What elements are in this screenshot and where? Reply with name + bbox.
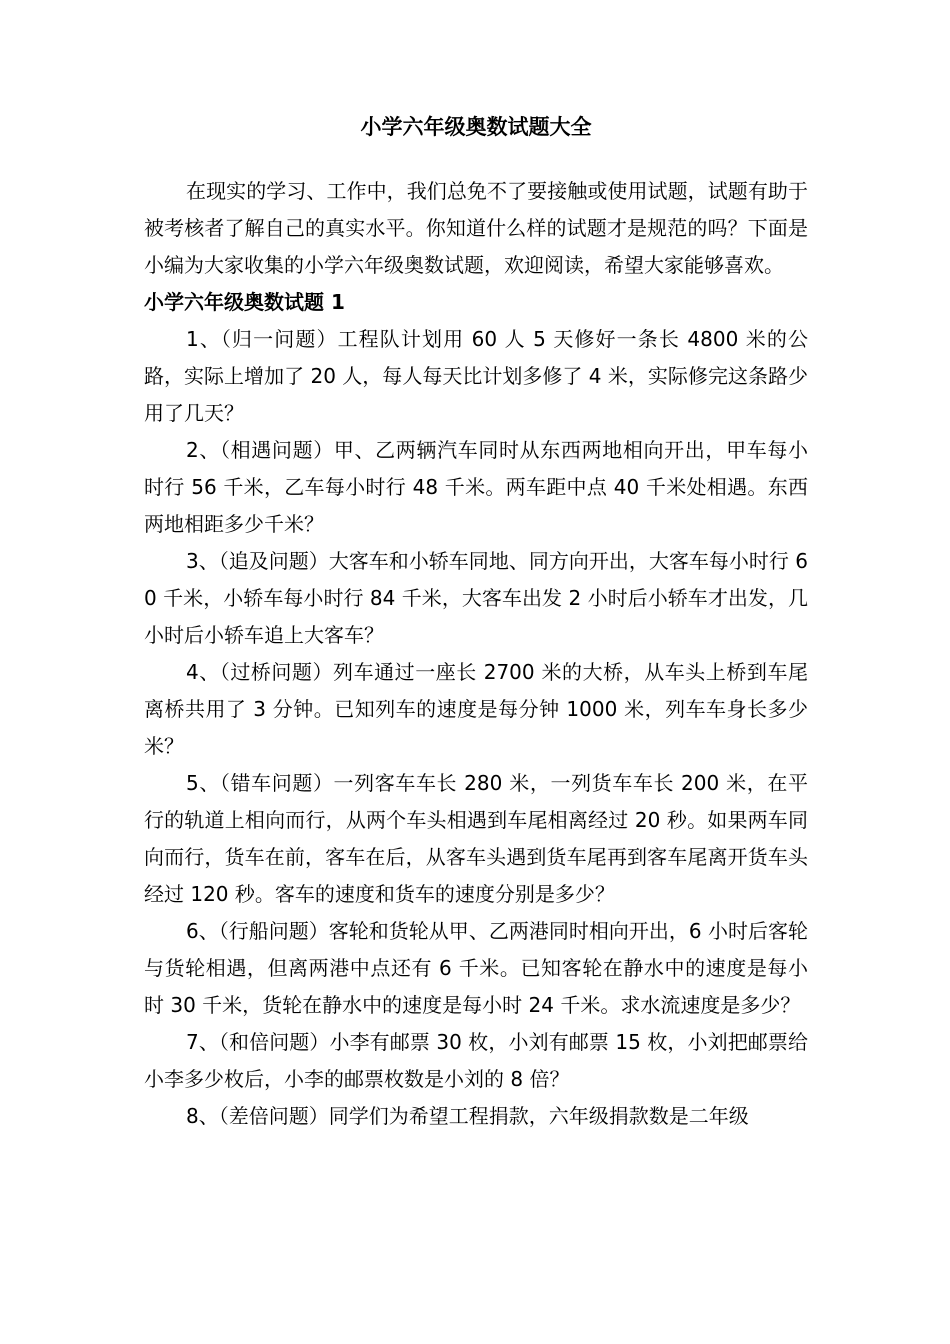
question-1: 1、（归一问题）工程队计划用 60 人 5 天修好一条长 4800 米的公路，实际上增加了 20 人，每人每天比计划多修了 4 米，实际修完这条路少用了几天？ — [144, 327, 808, 425]
section-heading: 小学六年级奥数试题 1 — [144, 290, 345, 314]
question-8: 8、（差倍问题）同学们为希望工程捐款，六年级捐款数是二年级 — [186, 1104, 749, 1128]
question-2: 2、（相遇问题）甲、乙两辆汽车同时从东西两地相向开出，甲车每小时行 56 千米，乙车每小时行 48 千米。两车距中点 40 千米处相遇。东西两地相距多少千米？ — [144, 438, 808, 536]
question-3: 3、（追及问题）大客车和小轿车同地、同方向开出，大客车每小时行 60 千米，小轿车每小时行 84 千米，大客车出发 2 小时后小轿车才出发，几小时后小轿车追上大客车？ — [144, 549, 808, 647]
question-6: 6、（行船问题）客轮和货轮从甲、乙两港同时相向开出，6 小时后客轮与货轮相遇，但离两港中点还有 6 千米。已知客轮在静水中的速度是每小时 30 千米，货轮在静水中的速度是每小时 24 千米。求水流速度是多少？ — [144, 919, 808, 1017]
document-body — [144, 173, 808, 1135]
question-5: 5、（错车问题）一列客车车长 280 米，一列货车车长 200 米，在平行的轨道上相向而行，从两个车头相遇到车尾相离经过 20 秒。如果两车同向而行，货车在前，客车在后，从客车头遇到货车尾再到客车尾离开货车头经过 120 秒。客车的速度和货车的速度分别是多少？ — [144, 771, 808, 906]
intro-paragraph: 在现实的学习、工作中，我们总免不了要接触或使用试题，试题有助于被考核者了解自己的真实水平。你知道什么样的试题才是规范的吗？下面是小编为大家收集的小学六年级奥数试题，欢迎阅读，希望大家能够喜欢。 — [144, 179, 808, 277]
question-7: 7、（和倍问题）小李有邮票 30 枚，小刘有邮票 15 枚，小刘把邮票给小李多少枚后，小李的邮票枚数是小刘的 8 倍？ — [144, 1030, 808, 1091]
question-4: 4、（过桥问题）列车通过一座长 2700 米的大桥，从车头上桥到车尾离桥共用了 3 分钟。已知列车的速度是每分钟 1000 米，列车车身长多少米？ — [144, 660, 808, 758]
document-title: 小学六年级奥数试题大全 — [360, 115, 592, 139]
